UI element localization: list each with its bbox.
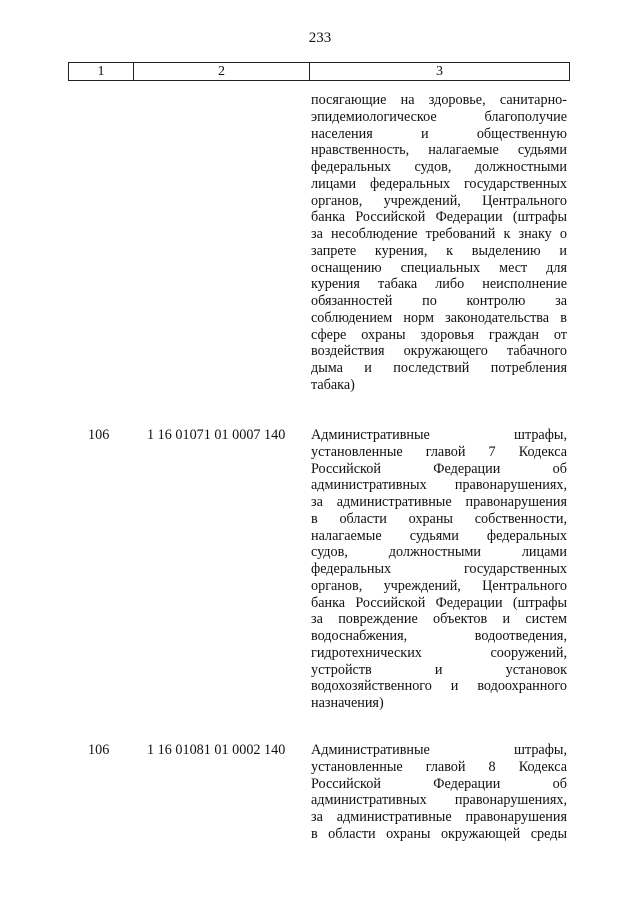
- text-line: запрете курения, к выделению и: [311, 242, 567, 259]
- text-line: за административные правонарушения: [311, 809, 567, 825]
- text-line: федеральных судов, должностными: [311, 159, 567, 175]
- page-number: 233: [308, 30, 332, 46]
- text-line: дыма и последствий потребления: [311, 360, 567, 376]
- text-line: органов, учреждений, Центрального: [311, 192, 567, 209]
- text-line: судов, должностными лицами: [311, 544, 567, 561]
- text-line: за повреждение объектов и систем: [311, 611, 567, 628]
- text-line: федеральных государственных: [311, 561, 567, 577]
- header-col-2: 2: [134, 63, 310, 80]
- text-line: назначения): [311, 695, 384, 711]
- text-line: за несоблюдение требований к знаку о: [311, 226, 567, 242]
- text-line: посягающие на здоровье, санитарно-: [311, 92, 567, 108]
- continuation-text: [311, 92, 567, 394]
- row-1-admin-code: 106: [88, 427, 110, 443]
- text-line: нравственность, налагаемые судьями: [311, 142, 567, 159]
- text-line: эпидемиологическое благополучие: [311, 108, 567, 125]
- text-line: в области охраны собственности,: [311, 510, 567, 527]
- text-line: обязанностей по контролю за: [311, 293, 567, 309]
- text-line: органов, учреждений, Центрального: [311, 577, 567, 594]
- text-line: Административные штрафы,: [311, 742, 567, 758]
- header-col-3: 3: [436, 64, 443, 79]
- text-line: банка Российской Федерации (штрафы: [311, 209, 567, 226]
- header-col-1: 1: [69, 63, 134, 80]
- text-line: лицами федеральных государственных: [311, 175, 567, 192]
- text-line: Российской Федерации об: [311, 460, 567, 477]
- text-line: установленные главой 7 Кодекса: [311, 443, 567, 460]
- text-line: налагаемые судьями федеральных: [311, 527, 567, 544]
- row-1-description: [311, 427, 567, 712]
- row-1-kbk-code: 1 16 01071 01 0007 140: [147, 427, 286, 443]
- text-line: воздействия окружающего табачного: [311, 343, 567, 360]
- text-line: табака): [311, 376, 355, 393]
- text-line: Административные штрафы,: [311, 427, 567, 443]
- text-line: в области охраны окружающей среды: [311, 825, 567, 842]
- table-header: [68, 62, 570, 81]
- text-line: соблюдением норм законодательства в: [311, 309, 567, 326]
- text-line: устройств и установок: [311, 661, 567, 678]
- text-line: водоснабжения, водоотведения,: [311, 628, 567, 644]
- row-2-description: [311, 742, 567, 843]
- text-line: банка Российской Федерации (штрафы: [311, 594, 567, 611]
- text-line: административных правонарушениях,: [311, 792, 567, 809]
- text-line: установленные главой 8 Кодекса: [311, 758, 567, 775]
- text-line: Российской Федерации об: [311, 775, 567, 792]
- text-line: гидротехнических сооружений,: [311, 644, 567, 661]
- text-line: сфере охраны здоровья граждан от: [311, 326, 567, 343]
- text-line: водохозяйственного и водоохранного: [311, 678, 567, 695]
- text-line: населения и общественную: [311, 125, 567, 142]
- text-line: административных правонарушениях,: [311, 477, 567, 494]
- text-line: курения табака либо неисполнение: [311, 276, 567, 293]
- text-line: оснащению специальных мест для: [311, 259, 567, 276]
- row-2-admin-code: 106: [88, 742, 110, 758]
- row-2-kbk-code: 1 16 01081 01 0002 140: [147, 742, 286, 758]
- text-line: за административные правонарушения: [311, 494, 567, 510]
